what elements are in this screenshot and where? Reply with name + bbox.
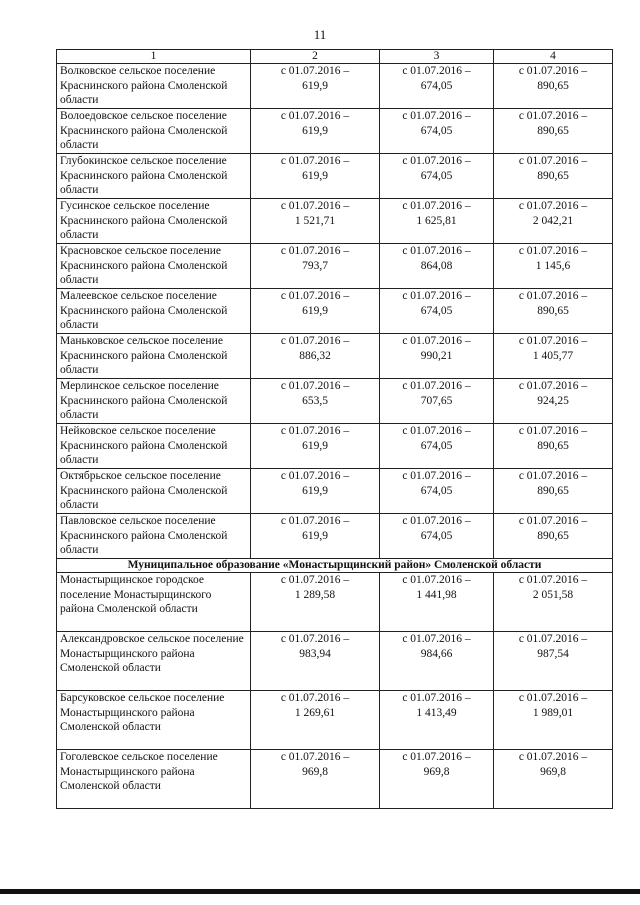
settlement-name-cell xyxy=(57,334,251,379)
settlement-name-cell xyxy=(57,154,251,199)
tariff-value: 969,8 xyxy=(302,765,328,778)
tariff-table xyxy=(56,49,613,809)
tariff-cell-c4 xyxy=(494,573,613,632)
settlement-name-cell xyxy=(57,750,251,809)
tariff-date: с 01.07.2016 – xyxy=(280,110,350,122)
table-row xyxy=(57,469,613,514)
tariff-date: с 01.07.2016 – xyxy=(518,155,588,167)
tariff-cell-c4 xyxy=(494,154,613,199)
settlement-name: Волковское сельское поселение Краснинского района Смоленской области xyxy=(60,65,228,106)
tariff-date: с 01.07.2016 – xyxy=(280,633,350,645)
tariff-value: 619,9 xyxy=(302,439,328,452)
tariff-date: с 01.07.2016 – xyxy=(518,470,588,482)
tariff-cell-c2 xyxy=(251,632,380,691)
tariff-cell-c4 xyxy=(494,109,613,154)
settlement-name: Нейковское сельское поселение Краснинского района Смоленской области xyxy=(60,425,228,466)
tariff-cell-c2 xyxy=(251,469,380,514)
settlement-name-cell xyxy=(57,64,251,109)
tariff-cell-c3 xyxy=(380,424,494,469)
settlement-name-cell xyxy=(57,424,251,469)
tariff-value: 886,32 xyxy=(299,349,331,362)
settlement-name-cell xyxy=(57,289,251,334)
tariff-cell-c4 xyxy=(494,334,613,379)
tariff-value: 1 269,61 xyxy=(294,706,336,719)
tariff-date: с 01.07.2016 – xyxy=(280,692,350,704)
tariff-value: 1 145,6 xyxy=(535,259,571,272)
table-row xyxy=(57,64,613,109)
tariff-cell-c4 xyxy=(494,632,613,691)
tariff-cell-c3 xyxy=(380,199,494,244)
tariff-date: с 01.07.2016 – xyxy=(518,290,588,302)
tariff-cell-c4 xyxy=(494,379,613,424)
tariff-date: с 01.07.2016 – xyxy=(402,692,471,704)
tariff-cell-c3 xyxy=(380,750,494,809)
tariff-value: 864,08 xyxy=(420,259,453,272)
column-header-2: 2 xyxy=(251,50,380,64)
tariff-date: с 01.07.2016 – xyxy=(280,335,350,347)
tariff-value: 990,21 xyxy=(420,349,453,362)
header-row xyxy=(57,50,613,64)
tariff-date: с 01.07.2016 – xyxy=(518,574,588,586)
tariff-cell-c2 xyxy=(251,109,380,154)
tariff-value: 890,65 xyxy=(537,304,569,317)
tariff-date: с 01.07.2016 – xyxy=(280,65,350,77)
settlement-name: Маньковское сельское поселение Краснинского района Смоленской области xyxy=(60,335,228,376)
tariff-value: 674,05 xyxy=(420,79,453,92)
tariff-cell-c2 xyxy=(251,750,380,809)
tariff-cell-c3 xyxy=(380,514,494,559)
tariff-cell-c3 xyxy=(380,632,494,691)
tariff-date: с 01.07.2016 – xyxy=(280,515,350,527)
tariff-date: с 01.07.2016 – xyxy=(402,470,471,482)
tariff-value: 2 042,21 xyxy=(532,214,574,227)
tariff-cell-c3 xyxy=(380,289,494,334)
section-row xyxy=(57,559,613,573)
settlement-name-cell xyxy=(57,573,251,632)
tariff-value: 674,05 xyxy=(420,529,453,542)
settlement-name: Глубокинское сельское поселение Краснинского района Смоленской области xyxy=(60,155,228,196)
tariff-value: 924,25 xyxy=(537,394,569,407)
tariff-value: 674,05 xyxy=(420,169,453,182)
tariff-value: 983,94 xyxy=(299,647,331,660)
tariff-date: с 01.07.2016 – xyxy=(402,200,471,212)
tariff-cell-c4 xyxy=(494,424,613,469)
tariff-cell-c4 xyxy=(494,514,613,559)
table-row xyxy=(57,514,613,559)
tariff-value: 890,65 xyxy=(537,79,569,92)
tariff-date: с 01.07.2016 – xyxy=(402,155,471,167)
table-row xyxy=(57,199,613,244)
tariff-date: с 01.07.2016 – xyxy=(518,110,588,122)
settlement-name: Красновское сельское поселение Краснинского района Смоленской области xyxy=(60,245,228,286)
table-row xyxy=(57,691,613,750)
settlement-name: Монастырщинское городское поселение Монастырщинского района Смоленской области xyxy=(60,574,212,615)
tariff-value: 653,5 xyxy=(302,394,328,407)
tariff-date: с 01.07.2016 – xyxy=(402,425,471,437)
tariff-date: с 01.07.2016 – xyxy=(280,290,350,302)
settlement-name: Гусинское сельское поселение Краснинского района Смоленской области xyxy=(60,200,228,241)
tariff-value: 619,9 xyxy=(302,124,328,137)
tariff-date: с 01.07.2016 – xyxy=(518,751,588,763)
settlement-name: Павловское сельское поселение Краснинского района Смоленской области xyxy=(60,515,228,556)
table-row xyxy=(57,573,613,632)
tariff-value: 1 289,58 xyxy=(294,588,336,601)
tariff-value: 969,8 xyxy=(423,765,450,778)
tariff-date: с 01.07.2016 – xyxy=(402,110,471,122)
tariff-value: 619,9 xyxy=(302,484,328,497)
tariff-value: 890,65 xyxy=(537,484,569,497)
tariff-cell-c4 xyxy=(494,469,613,514)
settlement-name-cell xyxy=(57,469,251,514)
tariff-date: с 01.07.2016 – xyxy=(518,633,588,645)
tariff-value: 619,9 xyxy=(302,169,328,182)
tariff-date: с 01.07.2016 – xyxy=(402,574,471,586)
settlement-name: Гоголевское сельское поселение Монастырщинского района Смоленской области xyxy=(60,751,218,792)
tariff-cell-c3 xyxy=(380,334,494,379)
tariff-value: 890,65 xyxy=(537,439,569,452)
tariff-value: 1 989,01 xyxy=(532,706,574,719)
tariff-date: с 01.07.2016 – xyxy=(402,335,471,347)
tariff-date: с 01.07.2016 – xyxy=(280,155,350,167)
tariff-cell-c3 xyxy=(380,244,494,289)
table-row xyxy=(57,244,613,289)
settlement-name: Волоедовское сельское поселение Краснинского района Смоленской области xyxy=(60,110,228,151)
column-header-3: 3 xyxy=(380,50,494,64)
tariff-value: 619,9 xyxy=(302,304,328,317)
tariff-value: 984,66 xyxy=(420,647,453,660)
settlement-name: Мерлинское сельское поселение Краснинского района Смоленской области xyxy=(60,380,228,421)
settlement-name: Малеевское сельское поселение Краснинского района Смоленской области xyxy=(60,290,228,331)
table-row xyxy=(57,154,613,199)
tariff-value: 619,9 xyxy=(302,529,328,542)
tariff-date: с 01.07.2016 – xyxy=(518,425,588,437)
tariff-date: с 01.07.2016 – xyxy=(518,380,588,392)
tariff-cell-c4 xyxy=(494,691,613,750)
tariff-cell-c2 xyxy=(251,244,380,289)
settlement-name-cell xyxy=(57,514,251,559)
tariff-date: с 01.07.2016 – xyxy=(518,515,588,527)
table-row xyxy=(57,379,613,424)
tariff-cell-c4 xyxy=(494,750,613,809)
tariff-cell-c2 xyxy=(251,691,380,750)
tariff-value: 1 625,81 xyxy=(416,214,457,227)
tariff-value: 987,54 xyxy=(537,647,569,660)
column-header-1: 1 xyxy=(57,50,251,64)
tariff-date: с 01.07.2016 – xyxy=(280,245,350,257)
tariff-cell-c4 xyxy=(494,289,613,334)
tariff-cell-c3 xyxy=(380,691,494,750)
table-row xyxy=(57,750,613,809)
tariff-value: 890,65 xyxy=(537,169,569,182)
page-number: 11 xyxy=(313,27,327,42)
tariff-date: с 01.07.2016 – xyxy=(280,425,350,437)
tariff-date: с 01.07.2016 – xyxy=(280,574,350,586)
settlement-name-cell xyxy=(57,109,251,154)
tariff-cell-c3 xyxy=(380,573,494,632)
tariff-cell-c2 xyxy=(251,424,380,469)
tariff-cell-c2 xyxy=(251,379,380,424)
tariff-cell-c3 xyxy=(380,469,494,514)
table-row xyxy=(57,109,613,154)
tariff-date: с 01.07.2016 – xyxy=(518,245,588,257)
settlement-name-cell xyxy=(57,379,251,424)
tariff-cell-c2 xyxy=(251,514,380,559)
tariff-date: с 01.07.2016 – xyxy=(280,470,350,482)
tariff-date: с 01.07.2016 – xyxy=(402,245,471,257)
tariff-cell-c3 xyxy=(380,154,494,199)
tariff-date: с 01.07.2016 – xyxy=(518,335,588,347)
tariff-cell-c3 xyxy=(380,64,494,109)
tariff-date: с 01.07.2016 – xyxy=(280,751,350,763)
tariff-cell-c4 xyxy=(494,199,613,244)
table-row xyxy=(57,334,613,379)
tariff-value: 707,65 xyxy=(420,394,453,407)
tariff-cell-c2 xyxy=(251,64,380,109)
tariff-cell-c2 xyxy=(251,154,380,199)
tariff-value: 1 413,49 xyxy=(416,706,457,719)
tariff-cell-c2 xyxy=(251,199,380,244)
settlement-name: Александровское сельское поселение Монастырщинского района Смоленской области xyxy=(60,633,244,674)
tariff-value: 793,7 xyxy=(302,259,328,272)
tariff-value: 674,05 xyxy=(420,304,453,317)
tariff-cell-c2 xyxy=(251,334,380,379)
column-header-4: 4 xyxy=(494,50,613,64)
tariff-date: с 01.07.2016 – xyxy=(402,633,471,645)
tariff-date: с 01.07.2016 – xyxy=(518,200,588,212)
table-row xyxy=(57,632,613,691)
table-row xyxy=(57,289,613,334)
tariff-date: с 01.07.2016 – xyxy=(402,515,471,527)
tariff-value: 1 405,77 xyxy=(532,349,574,362)
tariff-cell-c2 xyxy=(251,573,380,632)
tariff-value: 1 521,71 xyxy=(294,214,336,227)
settlement-name-cell xyxy=(57,244,251,289)
bottom-rule xyxy=(0,889,640,894)
tariff-date: с 01.07.2016 – xyxy=(280,200,350,212)
tariff-value: 619,9 xyxy=(302,79,328,92)
table-row xyxy=(57,424,613,469)
tariff-date: с 01.07.2016 – xyxy=(518,65,588,77)
tariff-date: с 01.07.2016 – xyxy=(402,290,471,302)
table-body xyxy=(57,64,613,809)
section-title: Муниципальное образование «Монастырщинский район» Смоленской области xyxy=(57,559,613,573)
tariff-date: с 01.07.2016 – xyxy=(518,692,588,704)
tariff-value: 2 051,58 xyxy=(532,588,574,601)
tariff-value: 890,65 xyxy=(537,124,569,137)
settlement-name: Барсуковское сельское поселение Монастырщинского района Смоленской области xyxy=(60,692,225,733)
tariff-date: с 01.07.2016 – xyxy=(402,380,471,392)
tariff-cell-c3 xyxy=(380,109,494,154)
settlement-name-cell xyxy=(57,632,251,691)
settlement-name-cell xyxy=(57,691,251,750)
tariff-cell-c3 xyxy=(380,379,494,424)
tariff-value: 969,8 xyxy=(540,765,566,778)
tariff-value: 674,05 xyxy=(420,484,453,497)
tariff-date: с 01.07.2016 – xyxy=(402,65,471,77)
tariff-date: с 01.07.2016 – xyxy=(402,751,471,763)
tariff-cell-c4 xyxy=(494,244,613,289)
tariff-date: с 01.07.2016 – xyxy=(280,380,350,392)
tariff-value: 674,05 xyxy=(420,124,453,137)
tariff-value: 1 441,98 xyxy=(416,588,457,601)
tariff-cell-c4 xyxy=(494,64,613,109)
tariff-value: 674,05 xyxy=(420,439,453,452)
settlement-name-cell xyxy=(57,199,251,244)
settlement-name: Октябрьское сельское поселение Краснинского района Смоленской области xyxy=(60,470,228,511)
tariff-cell-c2 xyxy=(251,289,380,334)
tariff-value: 890,65 xyxy=(537,529,569,542)
